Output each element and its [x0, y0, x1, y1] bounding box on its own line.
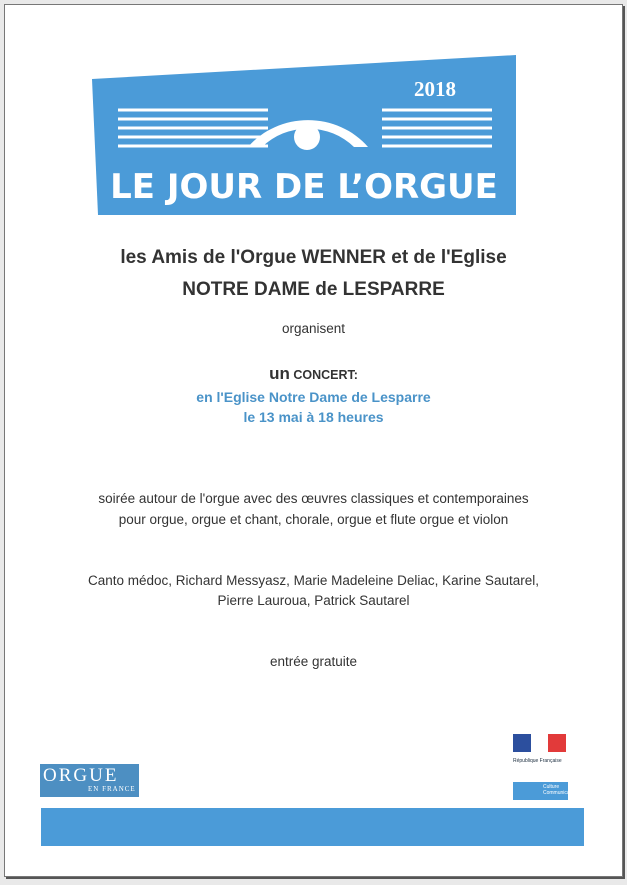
ministry-logo-band [513, 782, 578, 800]
footer-bar [41, 808, 584, 846]
performers-line-1: Canto médoc, Richard Messyasz, Marie Madeleine Deliac, Karine Sautarel, [88, 573, 539, 588]
description-line-1: soirée autour de l'orgue avec des œuvres classiques et contemporaines [98, 491, 529, 506]
fermata-dot-icon [294, 124, 320, 150]
banner-title: LE JOUR DE L’ORGUE [110, 167, 498, 207]
concert-location: en l'Eglise Notre Dame de Lesparre [196, 389, 431, 405]
ministry-logo [513, 734, 578, 800]
organisent-text: organisent [281, 321, 346, 336]
performers-line-2: Pierre Lauroua, Patrick Sautarel [217, 593, 410, 608]
heading-line-1: les Amis de l'Orgue WENNER et de l'Eglise [120, 247, 507, 268]
description-line-2: pour orgue, orgue et chant, chorale, orgue et flute orgue et violon [118, 512, 509, 527]
concert-un: un [269, 364, 290, 383]
poster-page [4, 4, 623, 877]
ministry-logo-text: République Française [513, 758, 562, 764]
concert-label: CONCERT: [293, 368, 358, 382]
orgue-en-france-logo [40, 764, 139, 797]
ministry-logo-subtext: Culture Communication [543, 784, 578, 796]
banner-graphic [92, 55, 516, 215]
banner [92, 55, 516, 215]
orgue-logo-subtext: EN FRANCE [88, 785, 136, 793]
banner-year: 2018 [414, 77, 456, 101]
concert-heading [5, 364, 622, 384]
entry-text: entrée gratuite [269, 654, 358, 669]
concert-date: le 13 mai à 18 heures [243, 409, 384, 425]
orgue-logo-text: ORGUE [43, 765, 119, 786]
heading-line-2: NOTRE DAME de LESPARRE [182, 279, 445, 300]
french-flag-icon [513, 734, 566, 752]
